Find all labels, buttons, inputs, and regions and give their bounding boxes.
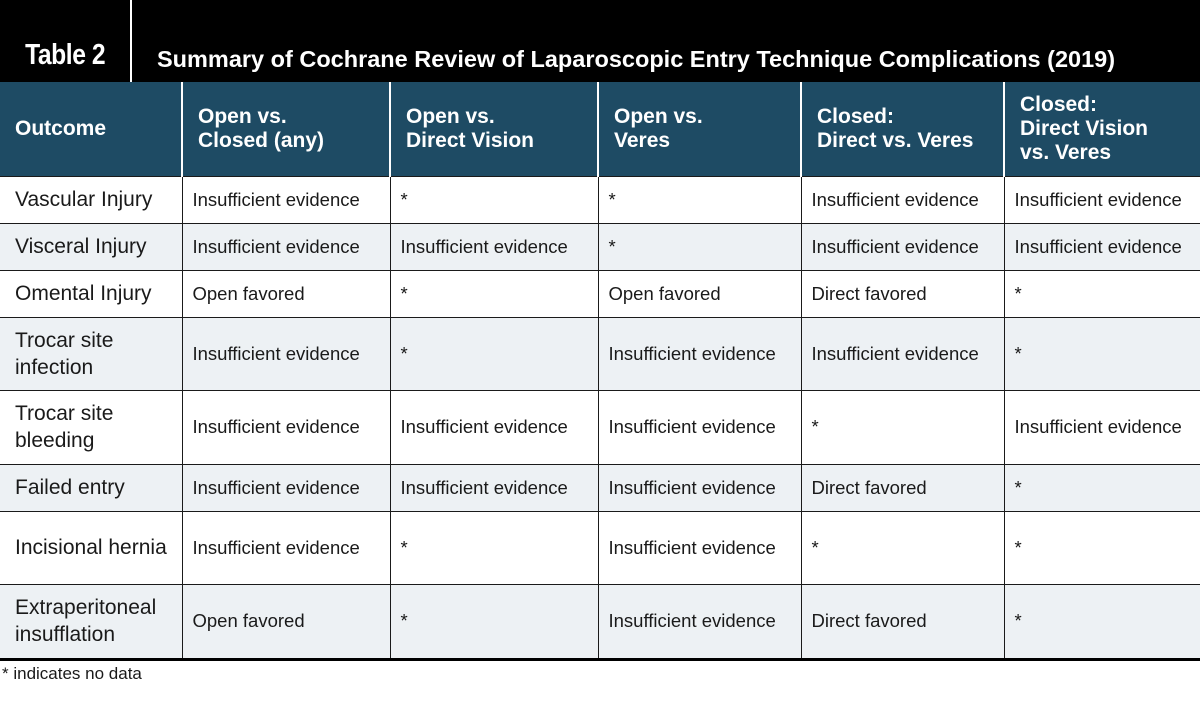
table-cell: Insufficient evidence [801,223,1004,270]
table-cell: * [390,317,598,390]
table-cell: Insufficient evidence [598,464,801,511]
table-cell: Direct favored [801,270,1004,317]
header-open-vs-direct-vision: Open vs. Direct Vision [390,82,598,176]
table-cell: * [598,223,801,270]
footnote: * indicates no data [2,664,142,683]
table-row [0,317,1200,390]
table-cell: * [390,270,598,317]
table-row [0,584,1200,659]
table-cell: Insufficient evidence [801,176,1004,223]
row-label: Extraperitoneal insufflation [0,584,182,659]
row-label: Trocar site bleeding [0,390,182,464]
table-row [0,390,1200,464]
title-divider [130,0,132,82]
table-cell: Open favored [182,270,390,317]
table-cell: * [1004,511,1200,584]
table-cell: Open favored [182,584,390,659]
table-row [0,223,1200,270]
row-label: Vascular Injury [0,176,182,223]
table-cell: Insufficient evidence [182,464,390,511]
table-cell: Insufficient evidence [1004,390,1200,464]
table-cell: Insufficient evidence [182,223,390,270]
row-label: Incisional hernia [0,511,182,584]
table-cell: * [1004,270,1200,317]
table-cell: Insufficient evidence [182,176,390,223]
header-open-vs-closed: Open vs. Closed (any) [182,82,390,176]
table-cell: Insufficient evidence [390,390,598,464]
complications-table [0,82,1200,661]
header-outcome: Outcome [0,82,182,176]
table-row [0,464,1200,511]
table-cell: * [1004,317,1200,390]
table-cell: Open favored [598,270,801,317]
table-cell: * [1004,464,1200,511]
table-cell: Insufficient evidence [801,317,1004,390]
header-open-vs-veres: Open vs. Veres [598,82,801,176]
table-cell: Direct favored [801,464,1004,511]
title-bar [0,0,1200,82]
table-title: Summary of Cochrane Review of Laparoscopic Entry Technique Complications (2019) [157,46,1116,72]
table-cell: Insufficient evidence [598,511,801,584]
row-label: Trocar site infection [0,317,182,390]
table-cell: Insufficient evidence [1004,176,1200,223]
table-cell: Direct favored [801,584,1004,659]
table-cell: Insufficient evidence [598,584,801,659]
table-cell: Insufficient evidence [182,511,390,584]
table-cell: * [390,511,598,584]
header-closed-direct-vs-veres: Closed: Direct vs. Veres [801,82,1004,176]
table-cell: Insufficient evidence [390,223,598,270]
table-number-label: Table 2 [24,39,106,71]
table-cell: * [598,176,801,223]
table-cell: Insufficient evidence [182,390,390,464]
table-row [0,511,1200,584]
table-cell: * [390,584,598,659]
row-label: Visceral Injury [0,223,182,270]
table-cell: Insufficient evidence [182,317,390,390]
table-cell: Insufficient evidence [390,464,598,511]
table-row [0,270,1200,317]
table-cell: Insufficient evidence [598,317,801,390]
row-label: Omental Injury [0,270,182,317]
table-cell: Insufficient evidence [598,390,801,464]
header-closed-direct-vision-vs-veres: Closed: Direct Vision vs. Veres [1004,82,1200,176]
table-cell: * [801,511,1004,584]
row-label: Failed entry [0,464,182,511]
table-row [0,176,1200,223]
table-cell: * [390,176,598,223]
table-cell: Insufficient evidence [1004,223,1200,270]
table-cell: * [801,390,1004,464]
header-row [0,82,1200,176]
table-cell: * [1004,584,1200,659]
